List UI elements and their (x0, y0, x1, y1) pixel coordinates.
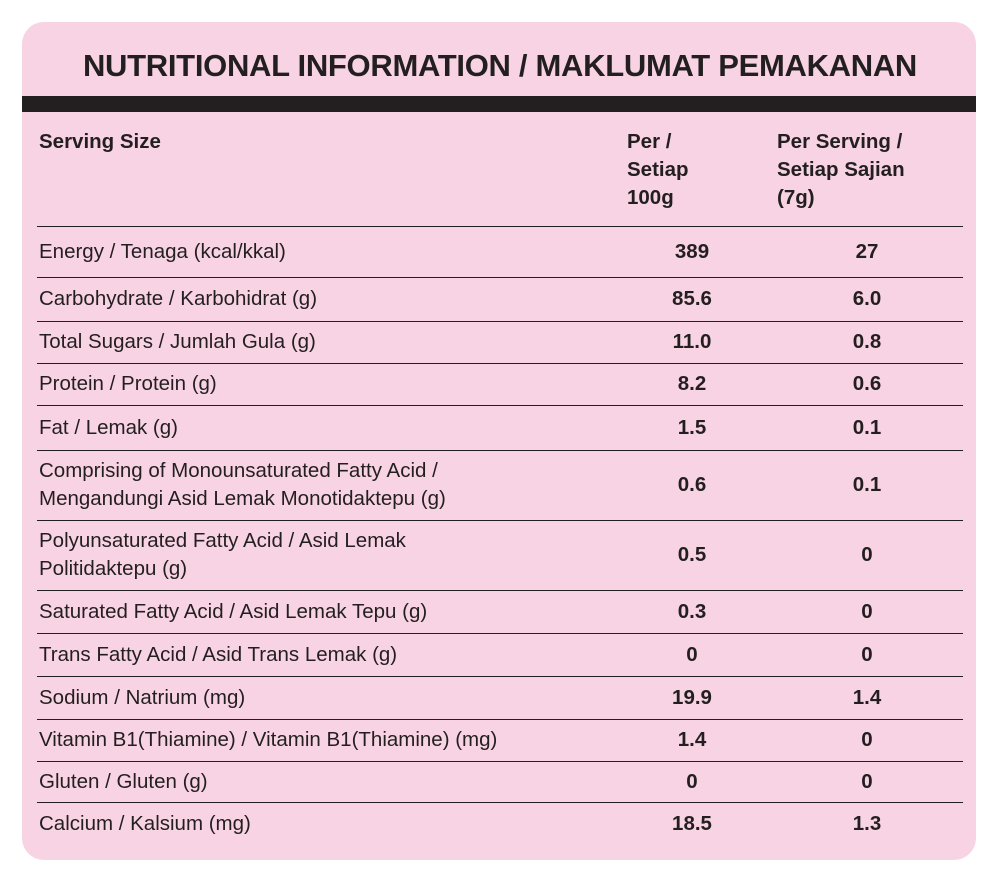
serving-size-label: Serving Size (39, 130, 161, 153)
per-serving-value: 0 (861, 769, 873, 793)
nutrient-label (39, 802, 599, 845)
per-serving-value: 0 (861, 599, 873, 623)
nutrient-label (39, 719, 599, 761)
per-100g-value: 0 (686, 642, 698, 666)
per-serving-value: 0 (861, 543, 873, 566)
title-divider-bar (22, 96, 976, 112)
per-serving-value: 1.4 (852, 685, 882, 709)
table-row (37, 277, 963, 322)
per-100g-header-line: Per / (627, 130, 672, 153)
nutrient-label-text (39, 598, 427, 626)
nutrient-label-text (39, 810, 251, 838)
per-serving-header (777, 112, 957, 212)
per-100g-value: 389 (674, 239, 710, 263)
nutrient-label (39, 761, 599, 802)
per-serving-value: 6.0 (852, 287, 882, 310)
per-serving-value: 1.3 (852, 811, 882, 835)
nutrient-label-line: Sodium / Natrium (mg) (39, 685, 246, 709)
per-100g-value: 18.5 (672, 811, 712, 835)
nutrient-label-line: Polyunsaturated Fatty Acid / Asid Lemak (39, 529, 406, 552)
per-serving-header-line: (7g) (777, 186, 815, 209)
nutrient-label-line: Politidaktepu (g) (39, 557, 188, 580)
nutrient-label-text (39, 726, 497, 754)
per-serving-value: 0.1 (852, 473, 882, 496)
nutrient-label-text (39, 684, 245, 712)
nutrient-label (39, 405, 599, 450)
per-100g-value: 8.2 (677, 372, 707, 395)
nutrient-label-line: Total Sugars / Jumlah Gula (g) (39, 330, 316, 353)
per-100g-value: 85.6 (672, 287, 712, 310)
table-row (37, 520, 963, 591)
nutrient-label-text (39, 414, 178, 442)
nutrient-label-line: Vitamin B1(Thiamine) / Vitamin B1(Thiamine) (mg) (39, 728, 498, 751)
table-row (37, 450, 963, 521)
nutrient-label-line: Calcium / Kalsium (mg) (39, 811, 251, 835)
table-row (37, 321, 963, 364)
nutrient-label (39, 450, 599, 520)
nutrient-label-line: Fat / Lemak (g) (39, 415, 178, 439)
nutrient-label (39, 520, 599, 590)
per-serving-value: 27 (855, 239, 879, 263)
table-row (37, 719, 963, 762)
nutrient-label-line: Mengandungi Asid Lemak Monotidaktepu (g) (39, 487, 446, 510)
nutrient-label-text (39, 238, 286, 266)
nutrient-label (39, 633, 599, 676)
nutrient-label-text (39, 457, 446, 513)
nutrient-label-text (39, 285, 317, 313)
table-row (37, 590, 963, 634)
table-row (37, 405, 963, 451)
table-row (37, 633, 963, 677)
per-100g-value: 1.4 (677, 728, 707, 751)
per-serving-value: 0 (861, 642, 873, 666)
per-serving-header-line: Per Serving / (777, 130, 903, 153)
table-row (37, 802, 963, 845)
nutrient-label-line: Comprising of Monounsaturated Fatty Acid / (39, 459, 438, 482)
nutrient-label-line: Energy / Tenaga (kcal/kkal) (39, 239, 286, 263)
per-serving-value: 0.1 (852, 415, 882, 439)
nutrient-label (39, 590, 599, 633)
per-100g-header (627, 112, 757, 212)
per-serving-value: 0 (861, 728, 873, 751)
per-100g-value: 19.9 (672, 685, 712, 709)
nutrient-label (39, 321, 599, 363)
nutrient-label-text (39, 768, 208, 796)
nutrient-label (39, 277, 599, 321)
nutrient-label-line: Trans Fatty Acid / Asid Trans Lemak (g) (39, 642, 398, 666)
nutrient-label-text (39, 527, 406, 583)
nutrient-label-text (39, 370, 217, 398)
per-100g-value: 0 (686, 769, 698, 793)
table-row (37, 676, 963, 720)
per-100g-header-line: 100g (627, 186, 674, 209)
per-100g-value: 0.5 (677, 543, 707, 566)
header-row (37, 112, 963, 227)
panel-title: NUTRITIONAL INFORMATION / MAKLUMAT PEMAKANAN (82, 48, 918, 83)
nutrient-label (39, 363, 599, 405)
nutrient-label-line: Protein / Protein (g) (39, 372, 217, 395)
nutrient-label-text (39, 641, 397, 669)
per-100g-value: 0.3 (677, 599, 707, 623)
table-row (37, 761, 963, 803)
nutrient-label-line: Saturated Fatty Acid / Asid Lemak Tepu (g) (39, 599, 428, 623)
table-row (37, 363, 963, 406)
nutrient-label-line: Carbohydrate / Karbohidrat (g) (39, 287, 318, 310)
nutrient-label (39, 676, 599, 719)
per-100g-header-line: Setiap (627, 158, 689, 181)
table-row (37, 226, 963, 278)
per-100g-value: 0.6 (677, 473, 707, 496)
nutrient-label-line: Gluten / Gluten (g) (39, 769, 208, 793)
per-serving-header-line: Setiap Sajian (777, 158, 905, 181)
per-serving-value: 0.8 (852, 330, 882, 353)
per-100g-value: 11.0 (672, 330, 712, 353)
per-100g-value: 1.5 (677, 415, 707, 439)
nutrient-label-text (39, 328, 316, 356)
per-serving-value: 0.6 (852, 372, 882, 395)
nutrient-label (39, 226, 599, 277)
